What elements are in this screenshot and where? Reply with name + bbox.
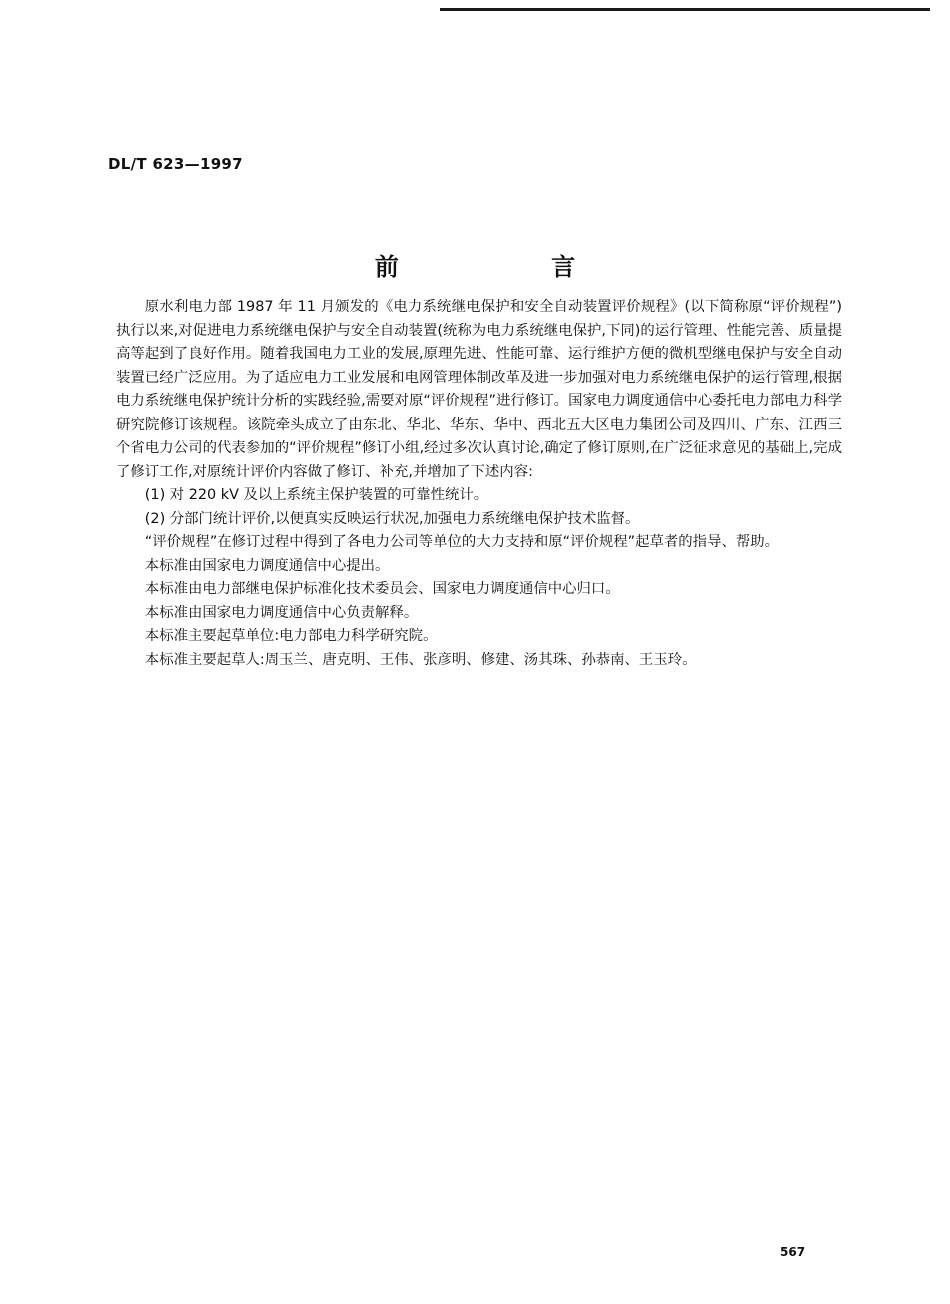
paragraph-centralized: 本标准由电力部继电保护标准化技术委员会、国家电力调度通信中心归口。 [144,581,620,597]
paragraph-item-2: (2) 分部门统计评价,以便真实反映运行状况,加强电力系统继电保护技术监督。 [144,510,640,527]
paragraph-drafters: 本标准主要起草人:周玉兰、唐克明、王伟、张彦明、修建、汤其珠、孙恭南、王玉玲。 [144,651,697,668]
standard-code: DL/T 623—1997 [108,155,243,173]
paragraph-acknowledgement: “评价规程”在修订过程中得到了各电力公司等单位的大力支持和原“评价规程”起草者的指导、帮助。 [144,534,780,550]
paragraph-interpretation: 本标准由国家电力调度通信中心负责解释。 [144,604,419,621]
paragraph-item-1: (1) 对 220 kV 及以上系统主保护装置的可靠性统计。 [144,487,489,503]
top-rule [440,8,930,11]
page-title: 前 言 [374,253,648,281]
paragraph-proposer: 本标准由国家电力调度通信中心提出。 [144,557,390,574]
foreword-body [116,296,842,672]
page-number: 567 [780,1245,806,1259]
paragraph-intro: 原水利电力部 1987 年 11 月颁发的《电力系统继电保护和安全自动装置评价规程》(以下简称原“评价规程”)执行以来,对促进电力系统继电保护与安全自动装置(统称为电力系统继电保护,下同)的运行管理、性能完善、质量提高等起到了良好作用。随着我国电力工业的发展,原理先进、性能可靠、运行维护方便的微机型继电保护与安全自动装置已经广泛应用。为了适应电力工业发展和电网管理体制改革及进一步加强对电力系统继电保护的运行管理,根据电力系统继电保护统计分析的实践经验,需要对原“评价规程”进行修订。国家电力调度通信中心委托电力部电力科学研究院修订该规程。该院牵头成立了由东北、华北、华东、华中、西北五大区电力集团公司及四川、广东、江西三个省电力公司的代表参加的“评价规程”修订小组,经过多次认真讨论,确定了修订原则,在广泛征求意见的基础上,完成了修订工作,对原统计评价内容做了修订、补充,并增加了下述内容: [116,299,843,480]
paragraph-drafting-unit: 本标准主要起草单位:电力部电力科学研究院。 [144,628,438,644]
